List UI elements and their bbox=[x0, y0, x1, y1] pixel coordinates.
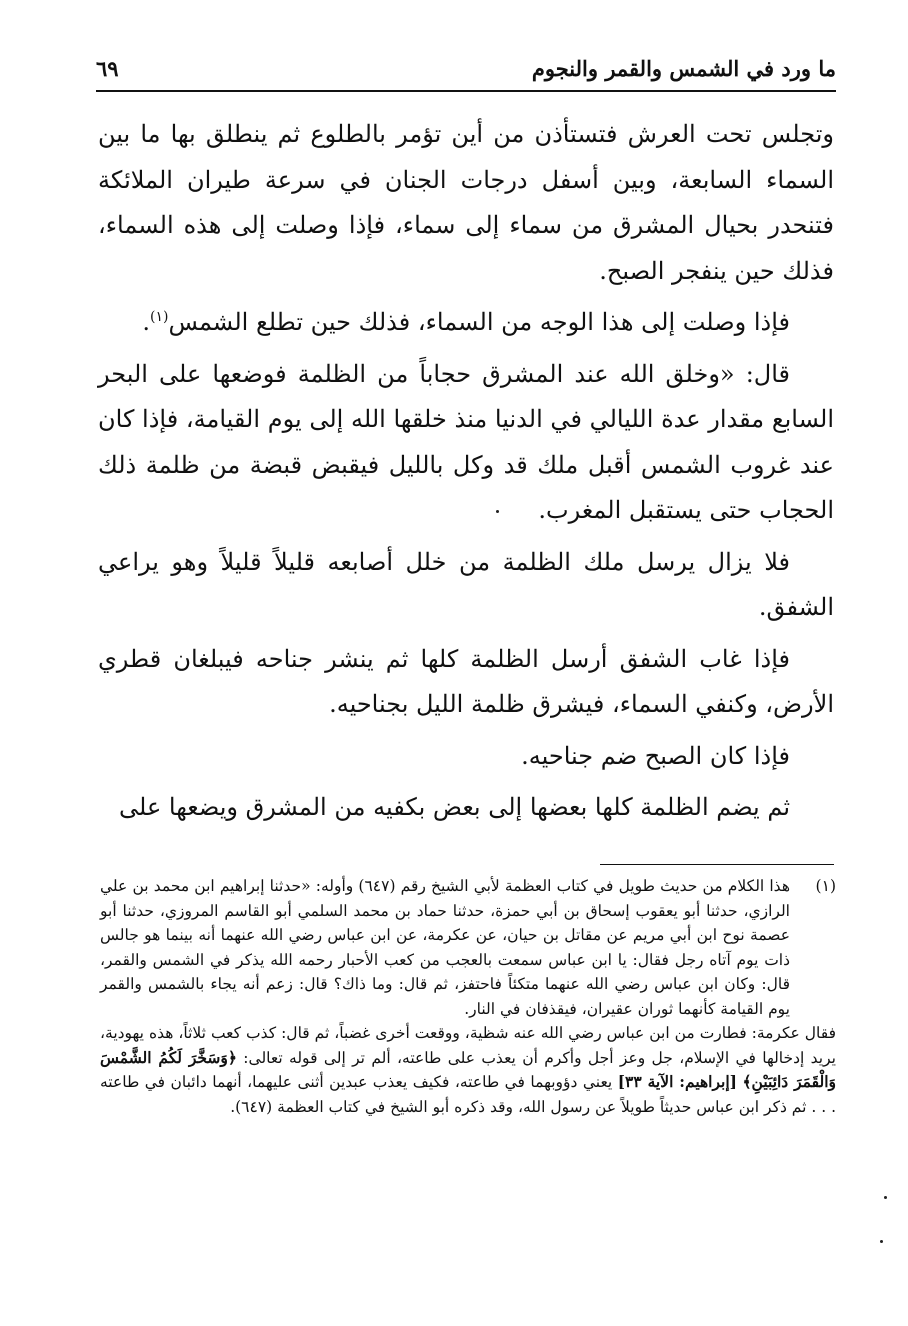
paragraph: وتجلس تحت العرش فتستأذن من أين تؤمر بالطلوع ثم ينطلق بها ما بين السماء السابعة، وبين أسفل درجات الجنان في سرعة طيران الملائكة فتنحدر بحيال المشرق من سماء إلى سماء، فإذا وصلت إلى هذه السماء، فذلك حين ينفجر الصبح. bbox=[98, 120, 834, 285]
footnote-continuation bbox=[100, 1021, 836, 1119]
paragraph: قال: «وخلق الله عند المشرق حجاباً من الظلمة فوضعها على البحر السابع مقدار عدة الليالي في الدنيا منذ خلقها الله إلى يوم القيامة، فإذا كان عند غروب الشمس أقبل ملك قد وكل بالليل فيقبض قبضة من ظلمة ذلك الحجاب حتى يستقبل المغرب. bbox=[98, 359, 834, 524]
paragraph: فلا يزال يرسل ملك الظلمة من خلل أصابعه قليلاً قليلاً وهو يراعي الشفق. bbox=[98, 547, 834, 621]
footnote-text: هذا الكلام من حديث طويل في كتاب العظمة لأبي الشيخ رقم (٦٤٧) وأوله: «حدثنا إبراهيم ابن محمد بن علي الرازي، حدثنا أبو يعقوب إسحاق بن أبي حمزة، حدثنا حماد بن محمد السلمي أبو القاسم المروزي، حدثنا أبو عصمة نوح ابن أبي مريم عن مقاتل بن حيان، عن عكرمة، عن ابن عباس رضي الله عنهما أنه بينما هو جالس ذات يوم آتاه رجل فقال: يا ابن عباس سمعت بالعجب من كعب الأحبار رحمه الله يذكر في الشمس والقمر، قال: وكان ابن عباس رضي الله عنهما متكئاً فاحتفز، ثم قال: وما ذاك؟ قال: زعم أنه يجاء بالشمس والقمر يوم القيامة كأنهما ثوران عقيران، فيقذفان في النار. bbox=[100, 877, 790, 1018]
running-title: ما ورد في الشمس والقمر والنجوم bbox=[531, 56, 836, 81]
scan-speck bbox=[496, 510, 499, 513]
quran-verse: ﴿وَسَخَّرَ لَكُمُ الشَّمْسَ وَالْقَمَرَ دَائِبَيْنِ﴾ bbox=[100, 1047, 836, 1091]
footnote-reference: (١) bbox=[149, 309, 169, 325]
paragraph bbox=[98, 300, 834, 346]
paragraph: ثم يضم الظلمة كلها بعضها إلى بعض بكفيه من المشرق ويضعها على bbox=[119, 793, 790, 821]
scan-speck bbox=[884, 1196, 887, 1199]
footnote-text: فقال عكرمة: فطارت من ابن عباس رضي الله عنه شظية، ووقعت أخرى غضباً، ثم قال: كذب كعب ثلاثاً، هذه يهودية، يريد إدخالها في الإسلام، جل وعز أجل وأكرم أن يعذب على طاعته، ألم تر إلى قوله تعالى: bbox=[100, 1024, 836, 1067]
footnote-text: يعني دؤوبهما في طاعته، فكيف يعذب عبدين أثنى عليهما، أنهما دائبان في طاعته . . . ثم ذكر ابن عباس حديثاً طويلاً عن رسول الله، وقد ذكره أبو الشيخ في كتاب العظمة (٦٤٧). bbox=[100, 1073, 836, 1116]
page-header bbox=[96, 50, 836, 92]
paragraph-end-punctuation: . bbox=[142, 308, 150, 336]
scan-speck bbox=[880, 1240, 883, 1243]
page-number: ٦٩ bbox=[96, 56, 119, 81]
footnote-marker: (١) bbox=[815, 877, 836, 895]
footnote-separator bbox=[600, 864, 834, 865]
footnotes bbox=[100, 874, 836, 1119]
paragraph: فإذا غاب الشفق أرسل الظلمة كلها ثم ينشر جناحه فيبلغان قطري الأرض، وكنفي السماء، فيشرق ظلمة الليل بجناحيه. bbox=[98, 644, 834, 718]
paragraph: فإذا كان الصبح ضم جناحيه. bbox=[521, 741, 790, 770]
main-text bbox=[98, 112, 834, 837]
paragraph-text: فإذا وصلت إلى هذا الوجه من السماء، فذلك حين تطلع الشمس bbox=[168, 308, 790, 336]
footnote bbox=[100, 874, 836, 1021]
verse-reference: [إبراهيم: الآية ٣٣] bbox=[617, 1072, 737, 1091]
